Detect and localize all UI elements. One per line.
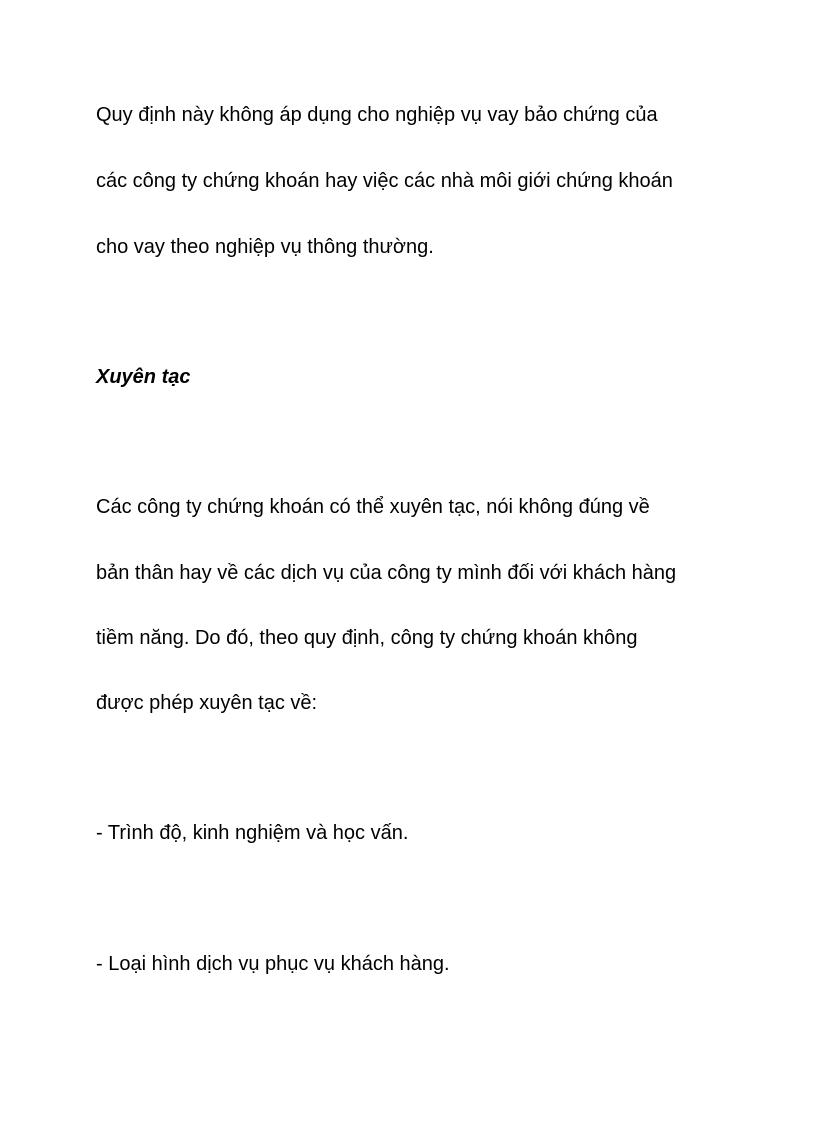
list-item: - Trình độ, kinh nghiệm và học vấn. [96,822,409,844]
list-item: - Loại hình dịch vụ phục vụ khách hàng. [96,953,450,975]
paragraph-line: Quy định này không áp dụng cho nghiệp vụ vay bảo chứng của [96,104,658,126]
paragraph-line: Các công ty chứng khoán có thể xuyên tạc, nói không đúng về [96,496,650,518]
paragraph-line: cho vay theo nghiệp vụ thông thường. [96,236,434,258]
paragraph-line: tiềm năng. Do đó, theo quy định, công ty chứng khoán không [96,627,638,649]
paragraph-line: bản thân hay về các dịch vụ của công ty mình đối với khách hàng [96,562,677,584]
section-heading: Xuyên tạc [96,366,191,388]
paragraph-line: được phép xuyên tạc về: [96,692,318,714]
paragraph-line: các công ty chứng khoán hay việc các nhà môi giới chứng khoán [96,170,673,192]
